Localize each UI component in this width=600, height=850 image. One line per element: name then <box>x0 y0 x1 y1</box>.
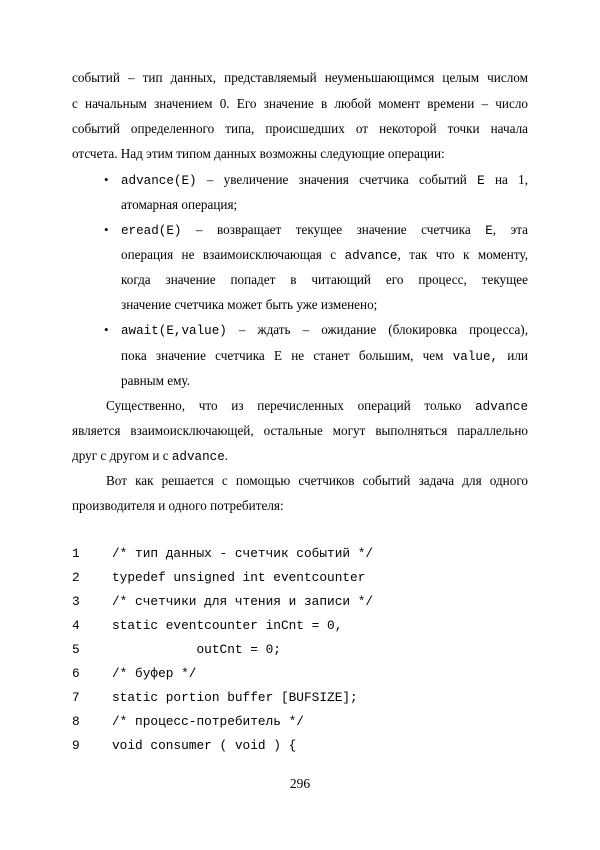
bullet-2-line-2: операция не взаимоисключающая с advance, так что к моменту, <box>121 247 528 263</box>
paragraph-3-line-2: производителя и одного потребителя: <box>72 498 284 513</box>
code-line: outCnt = 0; <box>112 642 281 657</box>
bullet-2-line-1: eread(E) – возвращает текущее значение счетчика E, эта <box>121 222 528 238</box>
code-line: typedef unsigned int eventcounter <box>112 570 366 585</box>
code-line-number: 2 <box>72 570 80 585</box>
bullet-3-line-1: await(E,value) – ждать – ожидание (блокировка процесса), <box>121 322 528 338</box>
code-line: static portion buffer [BUFSIZE]; <box>112 690 358 705</box>
bullet-3-line-3: равным ему. <box>121 373 191 388</box>
bullet-1-line-1: advance(E) – увеличение значения счетчика событий E на 1, <box>121 172 528 188</box>
code-line: /* буфер */ <box>112 666 197 681</box>
paragraph-2-line-3: друг с другом и с advance. <box>72 448 229 464</box>
code-line-number: 3 <box>72 594 80 609</box>
code-line-number: 8 <box>72 714 80 729</box>
code-line-number: 9 <box>72 738 80 753</box>
code-line-number: 7 <box>72 690 80 705</box>
bullet-1-line-2: атомарная операция; <box>121 197 238 212</box>
code-line: /* счетчики для чтения и записи */ <box>112 594 374 609</box>
code-line: /* процесс-потребитель */ <box>112 714 304 729</box>
paragraph-1-line-1: событий – тип данных, представляемый неуменьшающимся целым числом <box>72 70 528 85</box>
code-line: static eventcounter inCnt = 0, <box>112 618 343 633</box>
code-line-number: 1 <box>72 546 80 561</box>
code-line: /* тип данных - счетчик событий */ <box>112 546 374 561</box>
code-line-number: 6 <box>72 666 80 681</box>
paragraph-1-line-3: событий определенного типа, происшедших от некоторой точки начала <box>72 121 528 136</box>
paragraph-2-line-1: Существенно, что из перечисленных операций только advance <box>106 398 528 414</box>
bullet-3-line-2: пока значение счетчика E не станет большим, чем value, или <box>121 348 528 364</box>
paragraph-1-line-4: отсчета. Над этим типом данных возможны следующие операции: <box>72 146 445 161</box>
bullet-icon: • <box>104 222 109 237</box>
code-line-number: 5 <box>72 642 80 657</box>
paragraph-3-line-1: Вот как решается с помощью счетчиков событий задача для одного <box>106 473 528 488</box>
bullet-2-line-4: значение счетчика может быть уже изменено; <box>121 297 378 312</box>
bullet-icon: • <box>104 172 109 187</box>
page-number: 296 <box>289 776 311 791</box>
paragraph-1-line-2: с начальным значением 0. Его значение в любой момент времени – число <box>72 96 528 111</box>
code-line-number: 4 <box>72 618 80 633</box>
paragraph-2-line-2: является взаимоисключающей, остальные могут выполняться параллельно <box>72 423 528 438</box>
bullet-icon: • <box>104 322 109 337</box>
code-line: void consumer ( void ) { <box>112 738 297 753</box>
bullet-2-line-3: когда значение попадет в читающий его процесс, текущее <box>121 272 528 287</box>
